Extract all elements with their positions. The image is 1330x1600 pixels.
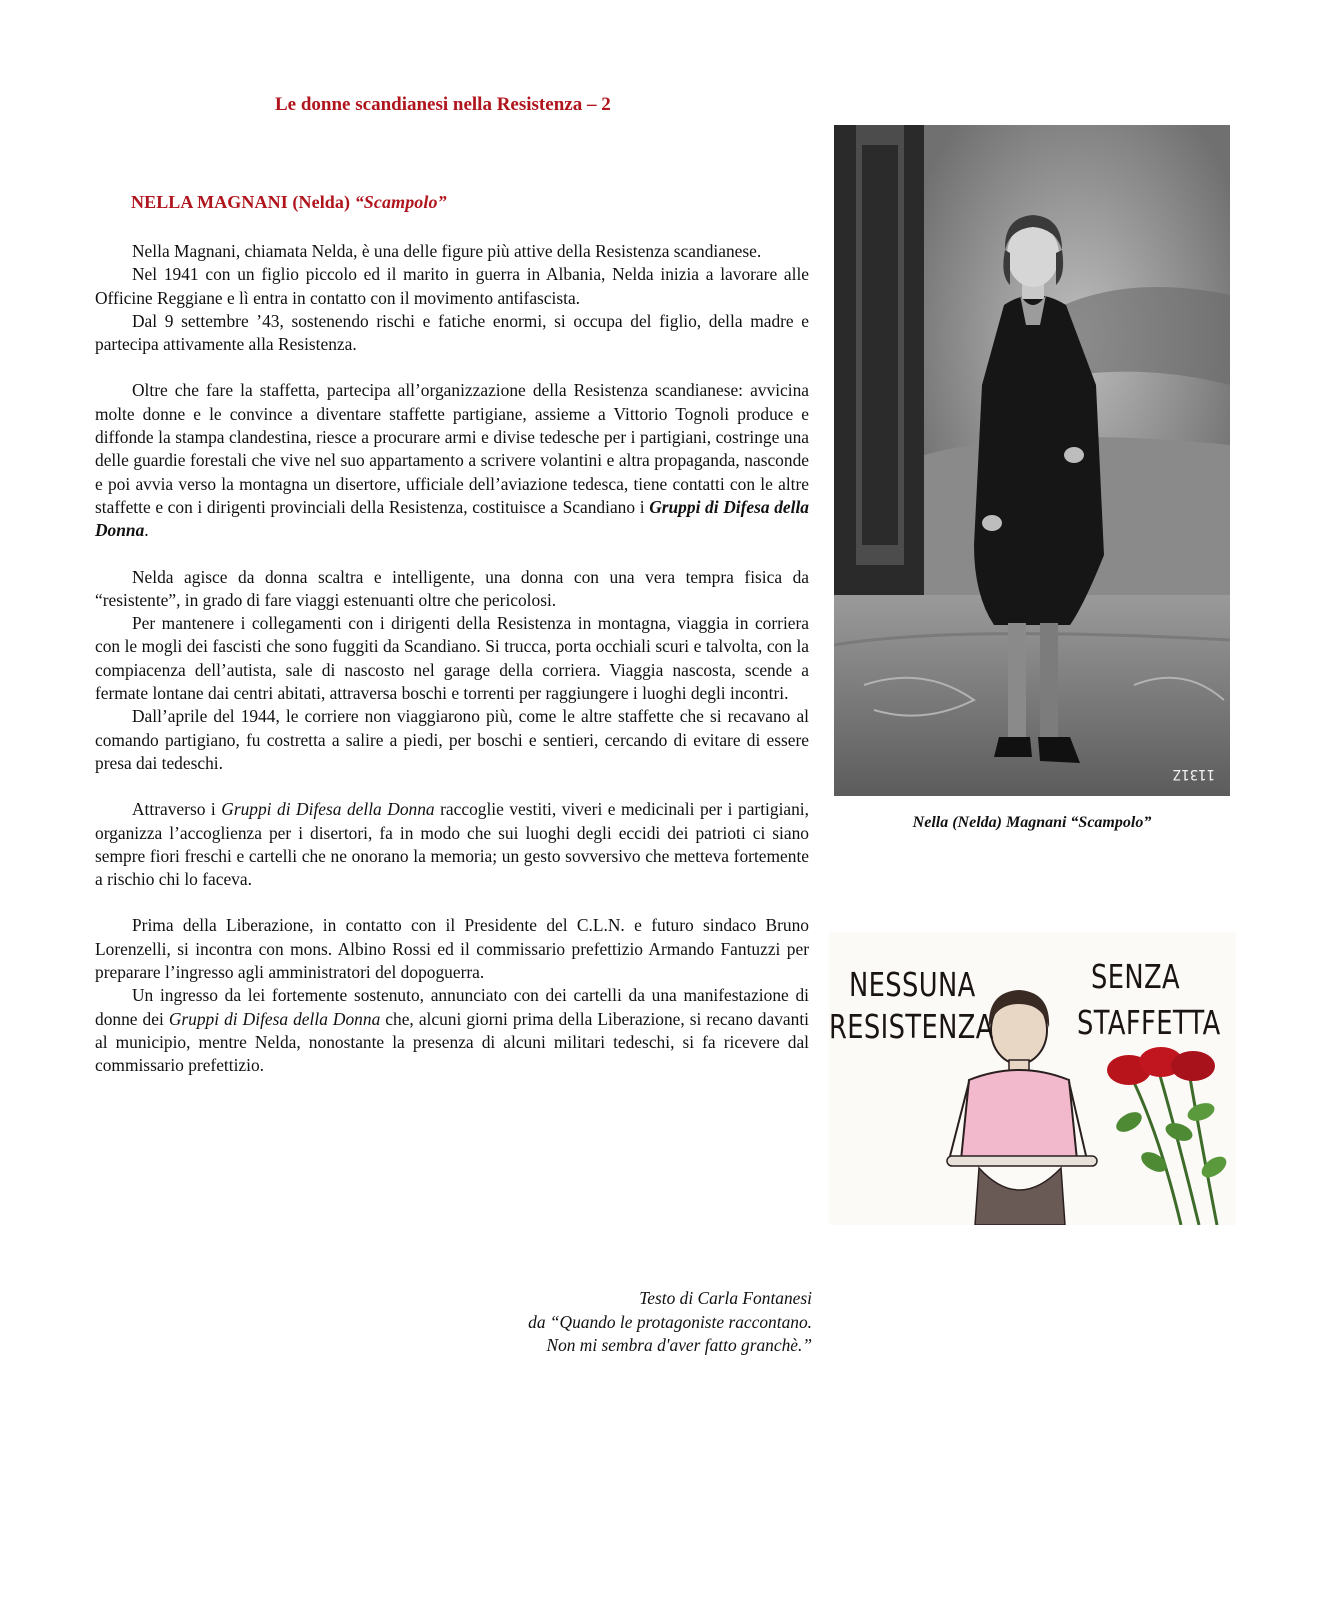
credit-line: da “Quando le protagoniste raccontano. <box>528 1311 812 1332</box>
emphasis-gdd: Gruppi di Difesa della Donna <box>95 496 809 541</box>
paragraph: Oltre che fare la staffetta, partecipa all’organizzazione della Resistenza scandianese: avvicina molte donne e le convince a diventare staffette partigiane, assieme a Vittorio Tognoli produce e diffonde la stampa clandestina, riesce a procurare armi e divise tedesche per i partigiani, costringe una delle guardie forestali che vive nel suo appartamento a scrivere volantini e altra propaganda, nasconde e poi avvia verso la montagna un disertore, ufficiale dell’aviazione tedesca, tiene contatti con le altre staffette e con i dirigenti provinciali della Resistenza, costituisce a Scandiano i Gruppi di Difesa della Donna. <box>95 380 809 541</box>
poster-text-right-2: STAFFETTA <box>1077 1003 1221 1042</box>
paragraph: Dall’aprile del 1944, le corriere non viaggiarono più, come le altre staffette che si recavano al comando partigiano, fu costretta a salire a piedi, per boschi e sentieri, cercando di evitare di essere presa dai tedeschi. <box>95 706 809 773</box>
subject-name: NELLA MAGNANI (Nelda) <box>131 192 355 212</box>
paragraph: Nelda agisce da donna scaltra e intelligente, una donna con una vera tempra fisica da “resistente”, in grado di fare viaggi estenuanti oltre che pericolosi. <box>95 566 809 610</box>
author-credit <box>528 1287 812 1358</box>
paragraph: Nella Magnani, chiamata Nelda, è una delle figure più attive della Resistenza scandianese. <box>132 241 762 261</box>
portrait-photo <box>834 125 1230 796</box>
poster-text-left-2: RESISTENZA <box>829 1007 994 1046</box>
credit-line: Non mi sembra d'aver fatto granchè.” <box>546 1335 812 1355</box>
paragraph: Un ingresso da lei fortemente sostenuto, annunciato con dei cartelli da una manifestazione di donne dei Gruppi di Difesa della Donna che, alcuni giorni prima della Liberazione, si recano davanti al municipio, mentre Nelda, nonostante la presenza di alcuni militari tedeschi, si fa ricevere dal commissario prefettizio. <box>95 985 809 1076</box>
paragraph: Prima della Liberazione, in contatto con il Presidente del C.L.N. e futuro sindaco Bruno Lorenzelli, si incontra con mons. Albino Rossi ed il commissario prefettizio Armando Fantuzzi per preparare l’ingresso agli amministratori del dopoguerra. <box>95 915 809 983</box>
paragraph: Attraverso i Gruppi di Difesa della Donna raccoglie vestiti, viveri e medicinali per i partigiani, organizza l’accoglienza per i disertori, fa in modo che sui luoghi degli eccidi dei patrioti ci siano sempre fiori freschi e cartelli che ne onorano la memoria; un gesto sovversivo che metteva fortemente a rischio chi lo faceva. <box>95 799 809 890</box>
poster-image <box>829 932 1236 1225</box>
paragraph: Nel 1941 con un figlio piccolo ed il marito in guerra in Albania, Nelda inizia a lavorare alle Officine Reggiane e lì entra in contatto con il movimento antifascista. <box>95 264 809 308</box>
emphasis-gdd: Gruppi di Difesa della Donna <box>221 799 435 820</box>
poster-text-left-1: NESSUNA <box>849 965 976 1004</box>
emphasis-gdd: Gruppi di Difesa della Donna <box>168 1008 381 1029</box>
photo-corner-mark: 1131Z <box>1172 766 1216 782</box>
paragraph: Dal 9 settembre ’43, sostenendo rischi e fatiche enormi, si occupa del figlio, della madre e partecipa attivamente alla Resistenza. <box>95 310 809 355</box>
subject-heading <box>131 192 447 213</box>
photo-caption: Nella (Nelda) Magnani “Scampolo” <box>912 814 1152 831</box>
poster-text-right-1: SENZA <box>1091 957 1181 996</box>
paragraph: Per mantenere i collegamenti con i dirigenti della Resistenza in montagna, viaggia in corriera con le mogli dei fascisti che sono fuggiti da Scandiano. Si trucca, porta occhiali scuri e talvolta, con la compiacenza dell’autista, sale di nascosto nel garage della corriera. Viaggia nascosta, scende a fermate lontane dai centri abitati, attraversa boschi e torrenti per raggiungere i luoghi degli incontri. <box>95 613 809 704</box>
article-body <box>95 240 809 1078</box>
subject-nickname: “Scampolo” <box>354 192 447 212</box>
credit-line: Testo di Carla Fontanesi <box>639 1288 812 1308</box>
document-title: Le donne scandianesi nella Resistenza – 2 <box>275 94 611 115</box>
